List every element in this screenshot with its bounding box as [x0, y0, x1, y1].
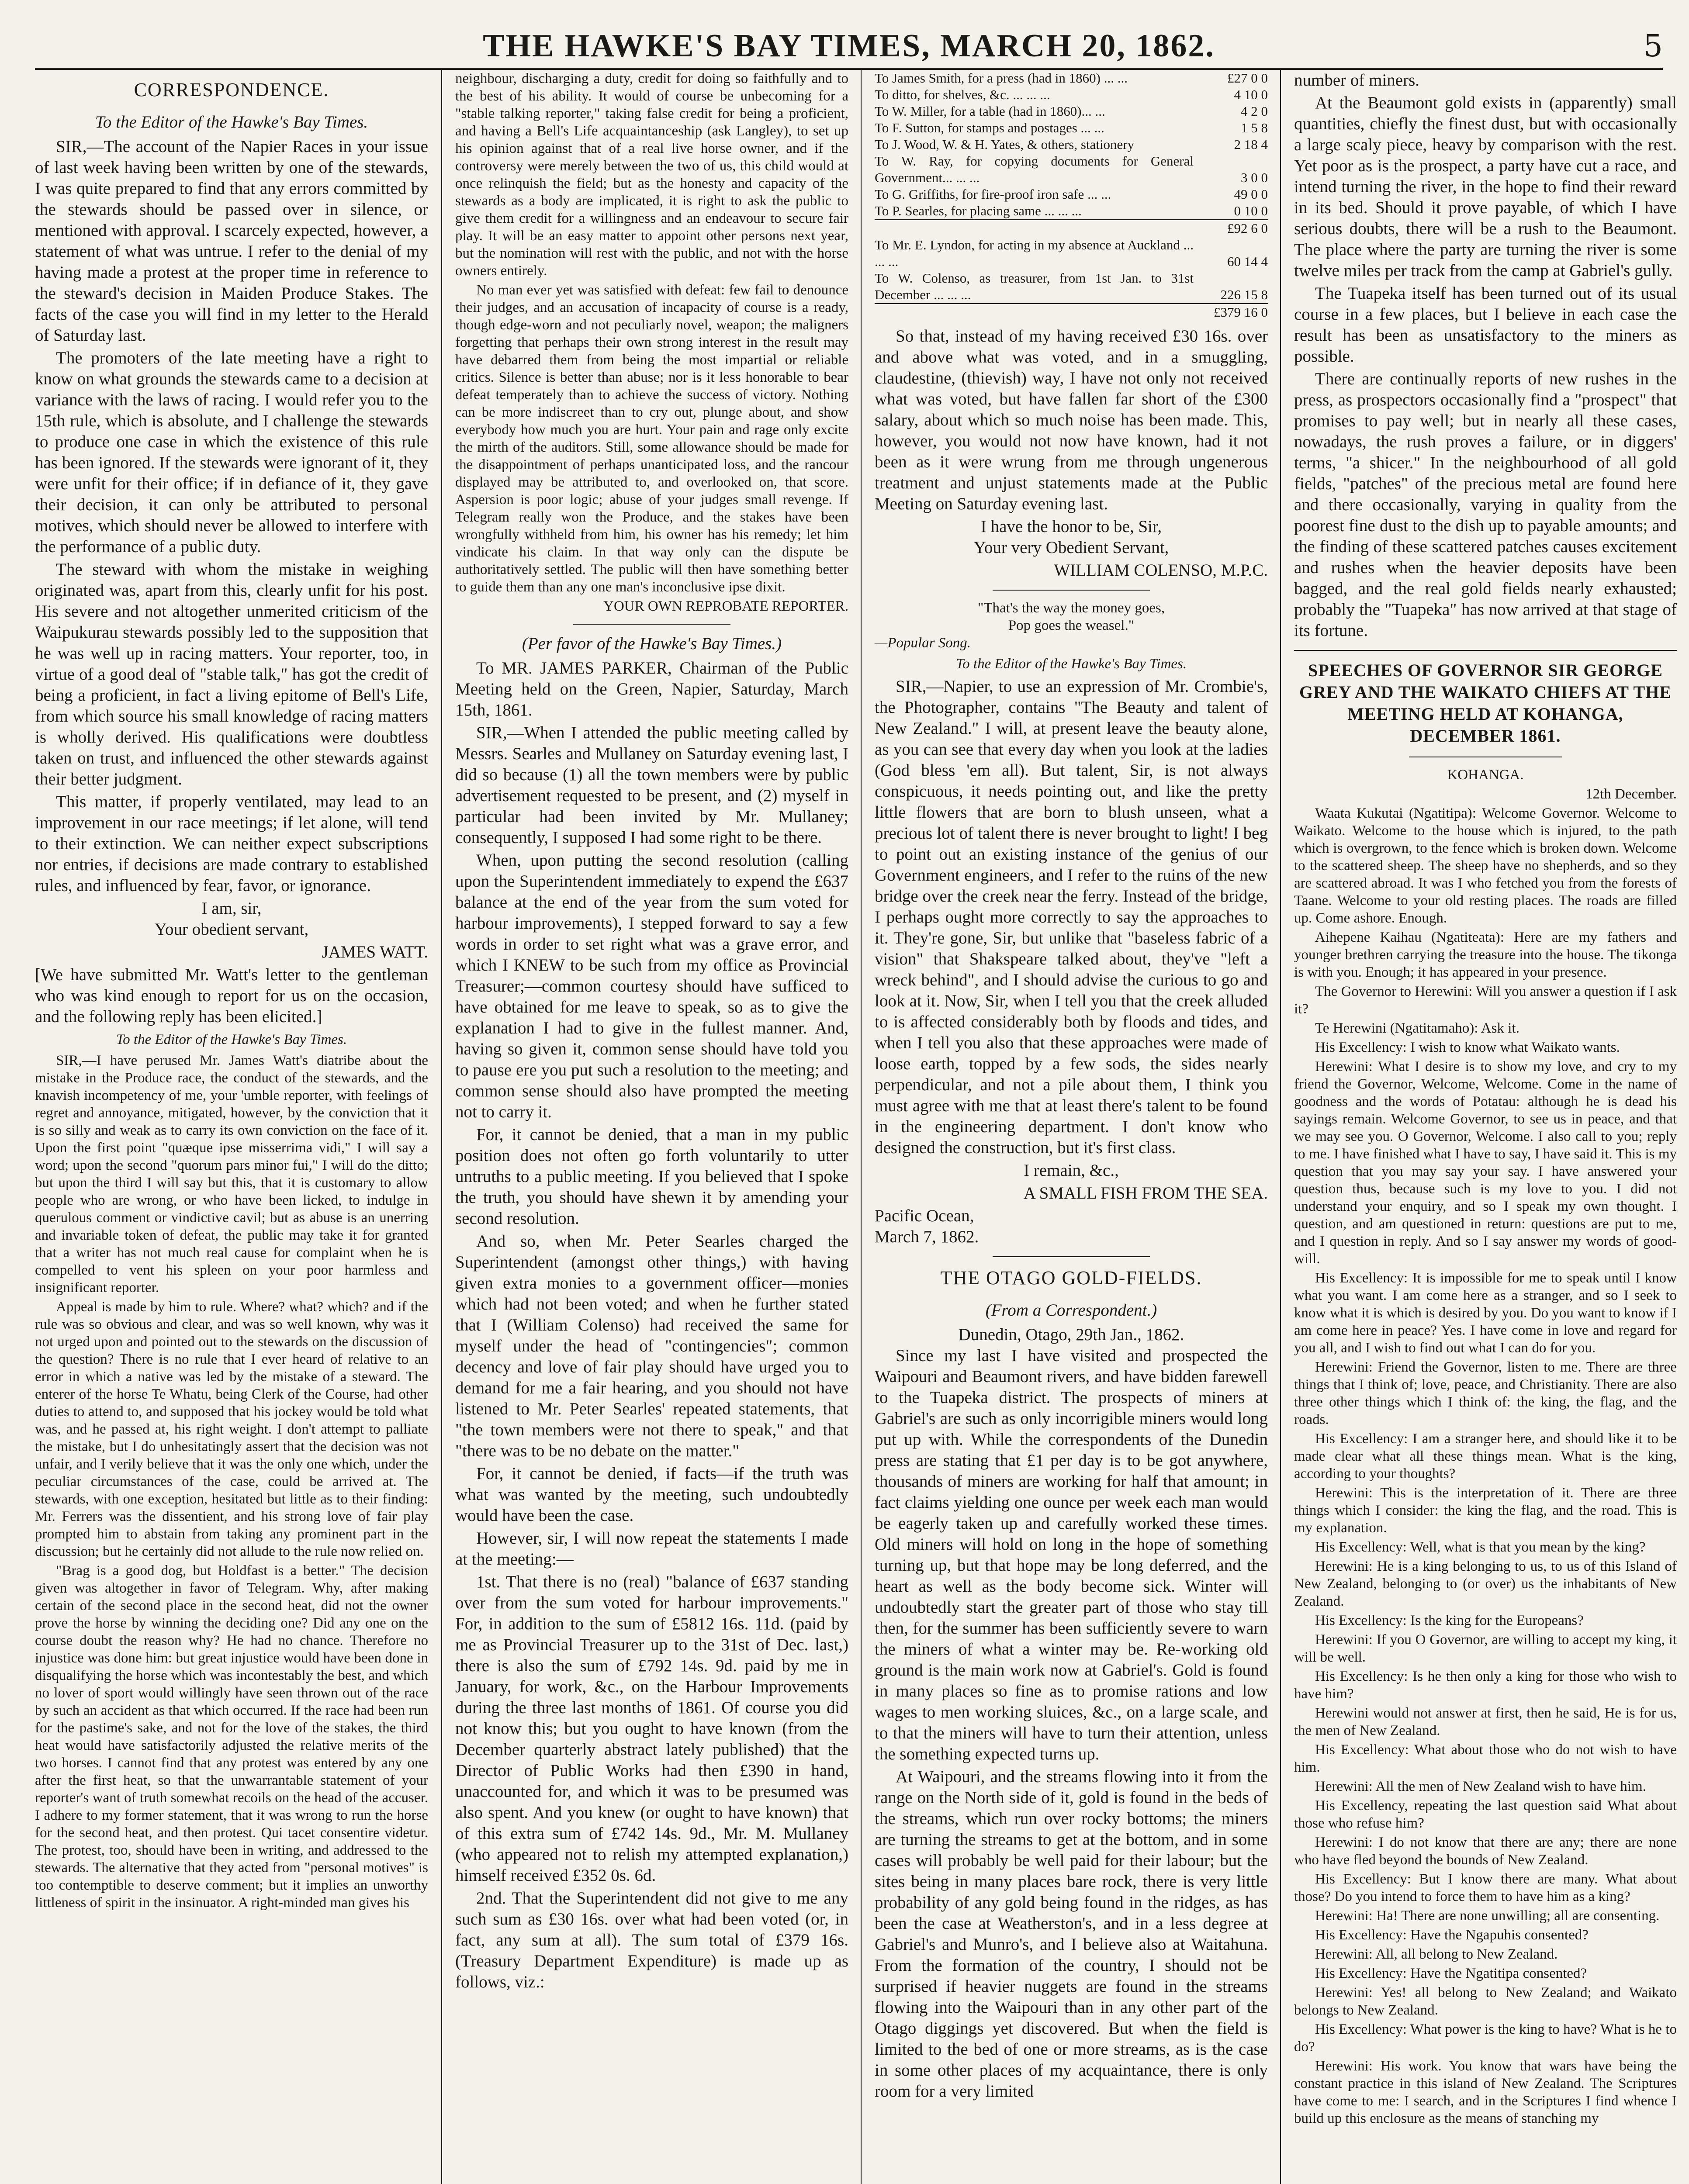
paragraph: The Tuapeka itself has been turned out of its usual course in a few places, but I believe in each case the result has been as unsatisfactory to the miners as possible.	[1294, 284, 1677, 366]
speech-paragraph: His Excellency, repeating the last question said What about those who refuse him?	[1294, 1798, 1677, 1831]
place-heading: KOHANGA.	[1447, 767, 1524, 783]
speech-paragraph: Herewini: If you O Governor, are willing to accept my king, it will be well.	[1294, 1632, 1677, 1665]
letter-place: Pacific Ocean,	[875, 1206, 974, 1225]
paragraph: 1st. That there is no (real) "balance of £637 standing over from the sum voted for harbour improvements." For, in addition to the sum of £5812 16s. 11d. (paid by me as Provincial Treasurer up to the 31st of Dec. last,) there is also the sum of £792 14s. 9d. paid by me in January, for work, &c., on the Harbour Improvements during the three last months of 1861. Of course you did not know this; but you ought to have known (from the December quarterly abstract lately published) that the Director of Public Works had then £390 in hand, unaccounted for, and which it was to be presumed was also spent. And you knew (or ought to have known) that of this extra sum of £742 14s. 9d., Mr. M. Mullaney (who appeared not to relish my attempted explanation,) himself received £352 0s. 6d.	[455, 1572, 848, 1885]
masthead	[35, 26, 1663, 70]
speech-paragraph: Herewini: This is the interpretation of it. There are three things which I consider: the king the flag, and the road. This is my explanation.	[1294, 1485, 1677, 1536]
ledger-row	[875, 203, 1268, 220]
paragraph: At the Beaumont gold exists in (apparently) small quantities, chiefly the finest dust, but with occasionally a large scaly piece, heavy by comparison with the rest. Yet poor as is the prospect, a party have cut a race, and intend turning the river, in the hope to find their reward in its bed. Should it prove payable, of which I have serious doubts, there will be a rush to the Beaumont. The place where the party are turning the river is some twelve miles per track from the camp at Gabriel's gully.	[1294, 93, 1677, 280]
speech-paragraph: Waata Kukutai (Ngatitipa): Welcome Governor. Welcome to Waikato. Welcome to the house which is injured, to the path which is overgrown, to the fence which is broken down. Welcome to the scattered sheep. The sheep have no shepherds, and so they are scattered abroad. It was I who fetched you from the forests of Taane. Welcome to your old resting places. The roads are filled up. Come ashore. Enough.	[1294, 805, 1677, 926]
ledger-amount: 0 10 0	[1234, 203, 1268, 218]
ledger-total: £379 16 0	[1194, 304, 1268, 321]
ledger-row	[875, 70, 1268, 86]
divider	[993, 590, 1150, 591]
to-editor-line: To the Editor of the Hawke's Bay Times.	[955, 656, 1187, 672]
dateline: Dunedin, Otago, 29th Jan., 1862.	[958, 1325, 1184, 1344]
ledger-item: To G. Griffiths, for fire-proof iron safe ... ...	[875, 187, 1111, 202]
signature: JAMES WATT.	[322, 943, 428, 961]
speech-paragraph: Herewini: His work. You know that wars have being the constant practice in this island of New Zealand. The Scriptures have come to me: I search, and in the Scriptures I find whence I build up this enclosure as the means of stanching my	[1294, 2058, 1677, 2126]
page-number: 5	[1643, 28, 1663, 64]
divider	[993, 1256, 1150, 1257]
paragraph: SIR,—When I attended the public meeting called by Messrs. Searles and Mullaney on Saturday evening last, I did so because (1) all the town members were by public advertisement requested to be present, and (2) myself in particular had been invited by Mr. Mullaney; consequently, I supposed I had some right to be there.	[455, 723, 848, 847]
speech-paragraph: Herewini: All the men of New Zealand wish to have him.	[1315, 1779, 1646, 1794]
paragraph: number of miners.	[1294, 71, 1420, 90]
ledger-amount: 1 5 8	[1241, 120, 1268, 135]
signature: A SMALL FISH FROM THE SEA.	[1023, 1184, 1268, 1203]
masthead-title: THE HAWKE'S BAY TIMES, MARCH 20, 1862.	[483, 28, 1215, 64]
speech-paragraph: His Excellency: Is the king for the Europeans?	[1315, 1613, 1584, 1628]
ledger-item: To ditto, for shelves, &c. ... ... ...	[875, 87, 1050, 102]
paragraph: SIR,—I have perused Mr. James Watt's diatribe about the mistake in the Produce race, the conduct of the stewards, and the knavish incompetency of me, your 'umble reporter, with feelings of regret and annoyance, mitigated, however, by the conviction that it is so silly and weak as to carry its own conviction on the face of it. Upon the first point "quæque ipse misserrima vidi," I will say a word; upon the second "quorum pars minor fui," I will do the ditto; but upon the third I will say but this, that it is customary to allow people who are wrong, or who have been licked, to indulge in querulous comment or vindictive cavil; but as abuse is an unerring and invariable token of defeat, the public may take it for granted that a writer has not much real cause for complaint when he is compelled to vent his spleen on your poor harmless and insignificant reporter.	[35, 1053, 428, 1296]
paragraph: The steward with whom the mistake in weighing originated was, apart from this, clearly unfit for his post. His severe and not altogether unmerited criticism of the Waipukurau stewards possibly led to the supposition that he was well up in racing matters. Your reporter, too, in virtue of a good deal of "stable talk," has got the credit of being a proficient, in fact a living epitome of Bell's Life, from which source his small knowledge of racing matters is wholly derived. His qualifications were doubtless taken on trust, and influenced the other stewards against their better judgment.	[35, 560, 428, 788]
speech-paragraph: His Excellency: What power is the king to have? What is he to do?	[1294, 2022, 1677, 2055]
ledger-item: To P. Searles, for placing same ... ... ...	[875, 203, 1082, 218]
column-4	[1280, 70, 1677, 2184]
ledger-subtotal: £92 6 0	[1194, 220, 1268, 237]
ledger-row	[875, 153, 1268, 186]
to-editor-line: To the Editor of the Hawke's Bay Times.	[116, 1032, 347, 1047]
letter-date: March 7, 1862.	[875, 1227, 979, 1246]
column-1	[35, 70, 441, 2184]
ledger-item: To W. Miller, for a table (had in 1860)... ...	[875, 104, 1105, 119]
speech-paragraph: Herewini: He is a king belonging to us, to us of this Island of New Zealand, belonging to (or over) us the inhabitants of New Zealand.	[1294, 1559, 1677, 1609]
ledger-amount: 226 15 8	[1220, 287, 1268, 302]
ledger-row	[875, 86, 1268, 103]
speech-paragraph: His Excellency: Have the Ngatitipa consented?	[1315, 1966, 1587, 1981]
expenditure-ledger	[875, 70, 1268, 321]
speech-paragraph: His Excellency: But I know there are many. What about those? Do you intend to force them to have him as a king?	[1294, 1871, 1677, 1904]
signature: YOUR OWN REPROBATE REPORTER.	[603, 598, 848, 614]
letter-closing: Your very Obedient Servant,	[973, 538, 1169, 557]
ledger-row	[875, 270, 1268, 304]
paragraph: Since my last I have visited and prospected the Waipouri and Beaumont rivers, and have bidden farewell to the Tuapeka district. The prospects of miners at Gabriel's are such as only incorrigible miners would long put up with. While the correspondents of the Dunedin press are stating that £1 per day is to be got anywhere, thousands of miners are working for half that amount; in fact claims yielding one ounce per week each man would be eagerly taken up and carefully worked these times. Old miners will hold on long in the hope of something turning up, but that hope may be long deferred, and the heart as well as the body become sick. Winter will undoubtedly start the greater part of those who stay till then, for the summer has been sufficiently severe to warn the miners of what a winter may be. Re-working old ground is the main work now at Gabriel's. Gold is found in many places so fine as to promise rations and low wages to men working sluices, &c., on a large scale, and to that the miners will have to turn their attention, unless the something expected turns up.	[875, 1346, 1268, 1763]
ledger-row	[875, 186, 1268, 203]
speech-paragraph: Aihepene Kaihau (Ngatiteata): Here are my fathers and younger brethren carrying the treasure into the house. The tikonga is with you. Enough; it has appeared in your presence.	[1294, 930, 1677, 980]
ledger-row	[875, 237, 1268, 270]
divider	[1294, 650, 1677, 651]
ledger-amount: 60 14 4	[1227, 254, 1268, 269]
paragraph: Appeal is made by him to rule. Where? what? which? and if the rule was so obvious and clear, and was so well known, why was it not urged upon and pointed out to the stewards on the discussion of the question? There is no rule that I ever heard of relative to an error in which a native was led by the mistake of a steward. The enterer of the horse Te Whatu, being Clerk of the Course, had other duties to attend to, and supposed that his jockey would be told what was, and he passed at, his right weight. I don't attempt to palliate the mistake, but I do unhesitatingly assert that the decision was not unfair, and I verily believe that it was the only one which, under the peculiar circumstances of the case, could be arrived at. The stewards, with one exception, hesitated but little as to their finding: Mr. Ferrers was the dissentient, and his strong love of fair play prompted him to abstain from taking any prominent part in the discussion; but he certainly did not allude to the rule now relied on.	[35, 1299, 428, 1559]
verse-source: —Popular Song.	[875, 635, 971, 651]
columns	[35, 70, 1677, 2184]
speech-paragraph: His Excellency: What about those who do not wish to have him.	[1294, 1742, 1677, 1775]
speech-paragraph: Herewini: Friend the Governor, listen to me. There are three things that I think of; love, peace, and Christianity. There are also three other things which I think of: the king, the flag, and the roads.	[1294, 1359, 1677, 1427]
speech-paragraph: Herewini: What I desire is to show my love, and cry to my friend the Governor, Welcome, Welcome. Come in the name of goodness and the words of Potatau: although he is dead his sayings remain. Welcome Governor, to see us in peace, and that we may see you. O Governor, Welcome. I also call to you; reply to me. I have finished what I have to say, I have said it. This is my question that you may say your say. I have answered your question thus, because such is my love to you. I did not understand your enquiry, and so I speak my own thought. I question, and am questioned in return: questions are put to me, and I question in reply. And so I say answer my words of good-will.	[1294, 1059, 1677, 1267]
speech-paragraph: Herewini: Yes! all belong to New Zealand; and Waikato belongs to New Zealand.	[1294, 1985, 1677, 2018]
paragraph: No man ever yet was satisfied with defeat: few fail to denounce their judges, and an accusation of incapacity of course is a ready, though edge-worn and not peculiarly novel, weapon; the maligners forgetting that perhaps their own strong interest in the result may have debarred them from being the most impartial or reliable critics. Silence is better than abuse; nor is it less honorable to bear defeat temperately than to achieve the success of victory. Nothing can be more indiscreet than to cry out, plunge about, and show everybody how much you are hurt. Your pain and rage only excite the mirth of the auditors. Still, some allowance should be made for the disappointment of perhaps unanticipated loss, and the rancour displayed may be attributed to, and overlooked on, that score. Aspersion is poor logic; abuse of your judges small revenge. If Telegram really won the Produce, and the stakes have been wrongfully withheld from him, his owner has his remedy; let him vindicate his claim. In that way only can the dispute be authoritatively settled. The public will then have something better to guide them than any one man's inconclusive ipse dixit.	[455, 282, 848, 595]
ledger-item: To Mr. E. Lyndon, for acting in my absence at Auckland ... ... ...	[875, 237, 1194, 269]
paragraph: At Waipouri, and the streams flowing into it from the range on the North side of it, gold is found in the beds of the streams, which run over rocky bottoms; the miners are turning the streams to get at the bottom, and in some cases will probably be well paid for their labour; but the sites being in many places bare rock, there is very little probability of any gold being found in the ridges, as has been the case at Weatherston's, and in a less degree at Gabriel's and Munro's, and I believe also at Waitahuna. From the formation of the country, I should not be surprised if heavier nuggets are found in the streams flowing into the Waipouri than in any other part of the Otago diggings yet discovered. But when the field is limited to the bed of one or more streams, as is the case in some other places of my acquaintance, there is only room for a very limited	[875, 1767, 1268, 2101]
paragraph: When, upon putting the second resolution (calling upon the Superintendent immediately to expend the £637 balance at the end of the year from the sum voted for harbour improvements), I stepped forward to say a few words in order to set right what was a grave error, and which I KNEW to be such from my office as Provincial Treasurer;—common courtesy should have sufficed to have obtained for me leave to speak, so as to give the explanation I had to give in the fullest manner. And, having so given it, common sense should have told you to pause ere you put such a resolution to the meeting; and common sense should also have prompted the meeting not to carry it.	[455, 851, 848, 1121]
paragraph: However, sir, I will now repeat the statements I made at the meeting:—	[455, 1529, 848, 1569]
ledger-amount: 49 0 0	[1234, 187, 1268, 202]
addressee: To MR. JAMES PARKER, Chairman of the Public Meeting held on the Green, Napier, Saturday, March 15th, 1861.	[455, 659, 848, 719]
ledger-amount: 2 18 4	[1234, 137, 1268, 152]
editor-note: [We have submitted Mr. Watt's letter to the gentleman who was kind enough to report for us on the occasion, and the following reply has been elicited.]	[35, 965, 428, 1026]
to-editor-line: To the Editor of the Hawke's Bay Times.	[95, 113, 368, 131]
ledger-amount: 4 2 0	[1241, 104, 1268, 119]
paragraph: SIR,—Napier, to use an expression of Mr. Crombie's, the Photographer, contains "The Beauty and talent of New Zealand." I will, at present leave the beauty alone, as you can see that every day when you look at the ladies (God bless 'em all). But talent, Sir, is not always conspicuous, it needs pointing out, and like the pretty little flowers that are born to blush unseen, what a precious lot of talent there is never brought to light! I beg to point out an existing instance of the genius of our Government engineers, and I refer to the ruins of the new bridge over the creek near the ferry. Instead of the bridge, I perhaps ought more correctly to say the approaches to it. They're gone, Sir, but unlike that "baseless fabric of a vision" that Shakspeare talked about, they've "left a wreck behind", and I should advise the curious to go and look at it. Now, Sir, when I tell you that the creek alluded to is affected considerably both by floods and tides, and when I tell you also that these approaches were made of loose earth, topped by a few sods, the sides nearly perpendicular, and not a pile about them, I think you must agree with me that at least there's talent to be found in the engineering department. I don't know who designed the construction, but it's first class.	[875, 677, 1268, 1157]
paragraph: SIR,—The account of the Napier Races in your issue of last week having been written by one of the stewards, I was quite prepared to find that any errors committed by the stewards should be passed over in silence, or mentioned with approval. I scarcely expected, however, a statement of what was untrue. I refer to the denial of my having made a protest at the proper time in reference to the steward's decision in Maiden Produce Stakes. The facts of the case you will find in my letter to the Herald of Saturday last.	[35, 137, 428, 345]
speech-paragraph: The Governor to Herewini: Will you answer a question if I ask it?	[1294, 984, 1677, 1017]
ledger-row	[875, 120, 1268, 136]
speech-date: 12th December.	[1585, 786, 1677, 802]
paragraph: For, it cannot be denied, that a man in my public position does not often go forth voluntarily to utter untruths to a public meeting. If you believed that I spoke the truth, you should have shewn it by amending your second resolution.	[455, 1125, 848, 1228]
ledger-amount: 4 10 0	[1234, 87, 1268, 102]
verse-line: "That's the way the money goes,	[977, 600, 1165, 616]
signature: WILLIAM COLENSO, M.P.C.	[1054, 561, 1268, 580]
paragraph: "Brag is a good dog, but Holdfast is a better." The decision given was altogether in favor of Telegram. Why, after making certain of the second place in the second heat, did not the owner prove the horse by winning the deciding one? Did any one on the course doubt the reason why? He had no chance. Therefore no injustice was done him: but great injustice would have been done in disqualifying the horse which was incontestably the best, and which no lover of sport would willingly have seen thrown out of the race by such an accident as that which occurred. If the race had been run for the pastime's sake, and not for the love of the stakes, the third heat would have satisfactorily adjusted the relative merits of the two horses. I cannot find that any protest was entered by any one after the first heat, so that the unwarrantable statement of your reporter's want of truth somewhat recoils on the head of the accuser. I adhere to my former statement, that it was wrong to run the horse for the second heat, and then protest. Qui tacet consentire videtur. The protest, too, should have been in writing, and addressed to the stewards. The alternative that they acted from "personal motives" is too contemptible to deserve comment; but it implies an unworthy littleness of spirit in the insinuator. A right-minded man gives his	[35, 1563, 428, 1911]
speech-paragraph: Herewini would not answer at first, then he said, He is for us, the men of New Zealand.	[1294, 1705, 1677, 1738]
speech-paragraph: Te Herewini (Ngatitamaho): Ask it.	[1315, 1020, 1519, 1036]
paragraph: 2nd. That the Superintendent did not give to me any such sum as £30 16s. over what had been voted (or, in fact, any sum at all). The sum total of £379 16s. (Treasury Department Expenditure) is made up as follows, viz.:	[455, 1889, 848, 1991]
ledger-total-row	[875, 304, 1268, 321]
divider	[573, 624, 730, 625]
letter-closing: Your obedient servant,	[154, 920, 309, 939]
ledger-row	[875, 103, 1268, 120]
letter-closing: I remain, &c.,	[1024, 1161, 1119, 1180]
speech-paragraph: His Excellency: I wish to know what Waikato wants.	[1315, 1040, 1620, 1055]
ledger-item: To W. Colenso, as treasurer, from 1st Jan. to 31st December ... ... ...	[875, 270, 1194, 302]
paragraph: This matter, if properly ventilated, may lead to an improvement in our race meetings; if let alone, will tend to their extinction. We can neither expect subscriptions nor entries, if decisions are made contrary to established rules, and influenced by fear, favor, or ignorance.	[35, 792, 428, 895]
speech-paragraph: His Excellency: Well, what is that you mean by the king?	[1315, 1539, 1646, 1555]
column-2	[441, 70, 862, 2184]
column-3	[861, 70, 1281, 2184]
speeches-list	[1294, 805, 1677, 2127]
ledger-row	[875, 136, 1268, 153]
speech-paragraph: His Excellency: Is he then only a king for those who wish to have him?	[1294, 1669, 1677, 1702]
ledger-subtotal-row	[875, 220, 1268, 237]
ledger-item: To James Smith, for a press (had in 1860) ... ...	[875, 70, 1128, 86]
letter-closing: I have the honor to be, Sir,	[980, 517, 1162, 536]
ledger-amount: 3 0 0	[1241, 170, 1268, 185]
speech-paragraph: His Excellency: Have the Ngapuhis consented?	[1315, 1927, 1589, 1943]
from-correspondent: (From a Correspondent.)	[985, 1301, 1157, 1320]
speech-paragraph: His Excellency: It is impossible for me to speak until I know what you want. I am come here as a stranger, and so I seek to know what it is which is desired by you. Do you want to know if I am come here in peace? Yes. I have come in love and regard for you all, and I wish to find out what I can do for you.	[1294, 1270, 1677, 1356]
paragraph: The promoters of the late meeting have a right to know on what grounds the stewards came to a decision at variance with the laws of racing. I would refer you to the 15th rule, which is absolute, and I challenge the stewards to produce one case in which the existence of this rule has been ignored. If the stewards were ignorant of it, they were unfit for their office; if in defiance of it, they gave their decision, it can only be attributed to personal motives, which should never be allowed to interfere with the performance of a public duty.	[35, 349, 428, 556]
verse-line: Pop goes the weasel."	[1008, 618, 1135, 633]
paragraph: neighbour, discharging a duty, credit for doing so faithfully and to the best of his ability. It would of course be unbecoming for a "stable talking reporter," taking false credit for being a proficient, and having a Bell's Life acquaintanceship (ask Langley), to set up his opinion against that of a real live horse owner, and if the controversy were merely between the two of us, this child would at once relinquish the field; but as the honesty and capacity of the stewards as a body are implicated, it is right to ask the public to give them credit for a willingness and an endeavour to secure fair play. It will be an easy matter to appoint other persons next year, but the nomination will rest with the public, and not with the horse owners entirely.	[455, 71, 848, 279]
paragraph: There are continually reports of new rushes in the press, as prospectors occasionally find a "prospect" that promises to pay well; but in nearly all these cases, nowadays, the rush proves a failure, or in diggers' terms, "a shicer." In the neighbourhood of all gold fields, "patches" of the precious metal are found here and there occasionally, varying in quality from the poorest fine dust to the dish up to payable amounts; and the finding of these scattered patches causes excitement and rushes when the heavier deposits have been bagged, and the real gold fields nearly exhausted; probably the "Tuapeka" has now arrived at that stage of its fortune.	[1294, 370, 1677, 640]
speech-paragraph: Herewini: All, all belong to New Zealand.	[1315, 1946, 1558, 1962]
speech-paragraph: Herewini: Ha! There are none unwilling; all are consenting.	[1315, 1908, 1660, 1924]
ledger-item: To W. Ray, for copying documents for General Government... ... ...	[875, 153, 1194, 185]
ledger-amount: £27 0 0	[1227, 70, 1268, 86]
speech-paragraph: His Excellency: I am a stranger here, and should like it to be made clear what all these things mean. What is the king, according to your thoughts?	[1294, 1431, 1677, 1482]
section-heading-speeches: SPEECHES OF GOVERNOR SIR GEORGE GREY AND THE WAIKATO CHIEFS AT THE MEETING HELD AT KOHANGA, DECEMBER 1861.	[1299, 660, 1672, 746]
section-heading-correspondence: CORRESPONDENCE.	[134, 79, 329, 100]
ledger-item: To J. Wood, W. & H. Yates, & others, stationery	[875, 137, 1135, 152]
paragraph: So that, instead of my having received £30 16s. over and above what was voted, and in a smuggling, claudestine, (thievish) way, I have not only not received what was voted, but have fallen far short of the £300 salary, about which so much noise has been made. This, however, you would not now have known, had it not been as it were wrung from me through ungenerous treatment and unjust statements made at the Public Meeting on Saturday evening last.	[875, 327, 1268, 513]
ledger-item: To F. Sutton, for stamps and postages ... ...	[875, 120, 1104, 135]
speech-paragraph: Herewini: I do not know that there are any; there are none who have fled beyond the bounds of New Zealand.	[1294, 1835, 1677, 1868]
paragraph: For, it cannot be denied, if facts—if the truth was what was wanted by the meeting, such undoubtedly would have been the case.	[455, 1464, 848, 1525]
favor-note: (Per favor of the Hawke's Bay Times.)	[522, 634, 782, 653]
paragraph: And so, when Mr. Peter Searles charged the Superintendent (amongst other things,) with having given extra monies to a government officer—monies which had not been voted; and when he further stated that I (William Colenso) had received the same for myself under the head of "contingencies"; common decency and love of fair play should have urged you to demand for me a fair hearing, and you should not have listened to Mr. Peter Searles' repeated statements, that "the town members were not there to speak," and that "there was to be no debate on the matter."	[455, 1232, 848, 1460]
section-heading-otago: THE OTAGO GOLD-FIELDS.	[940, 1267, 1202, 1289]
letter-closing: I am, sir,	[201, 899, 262, 918]
